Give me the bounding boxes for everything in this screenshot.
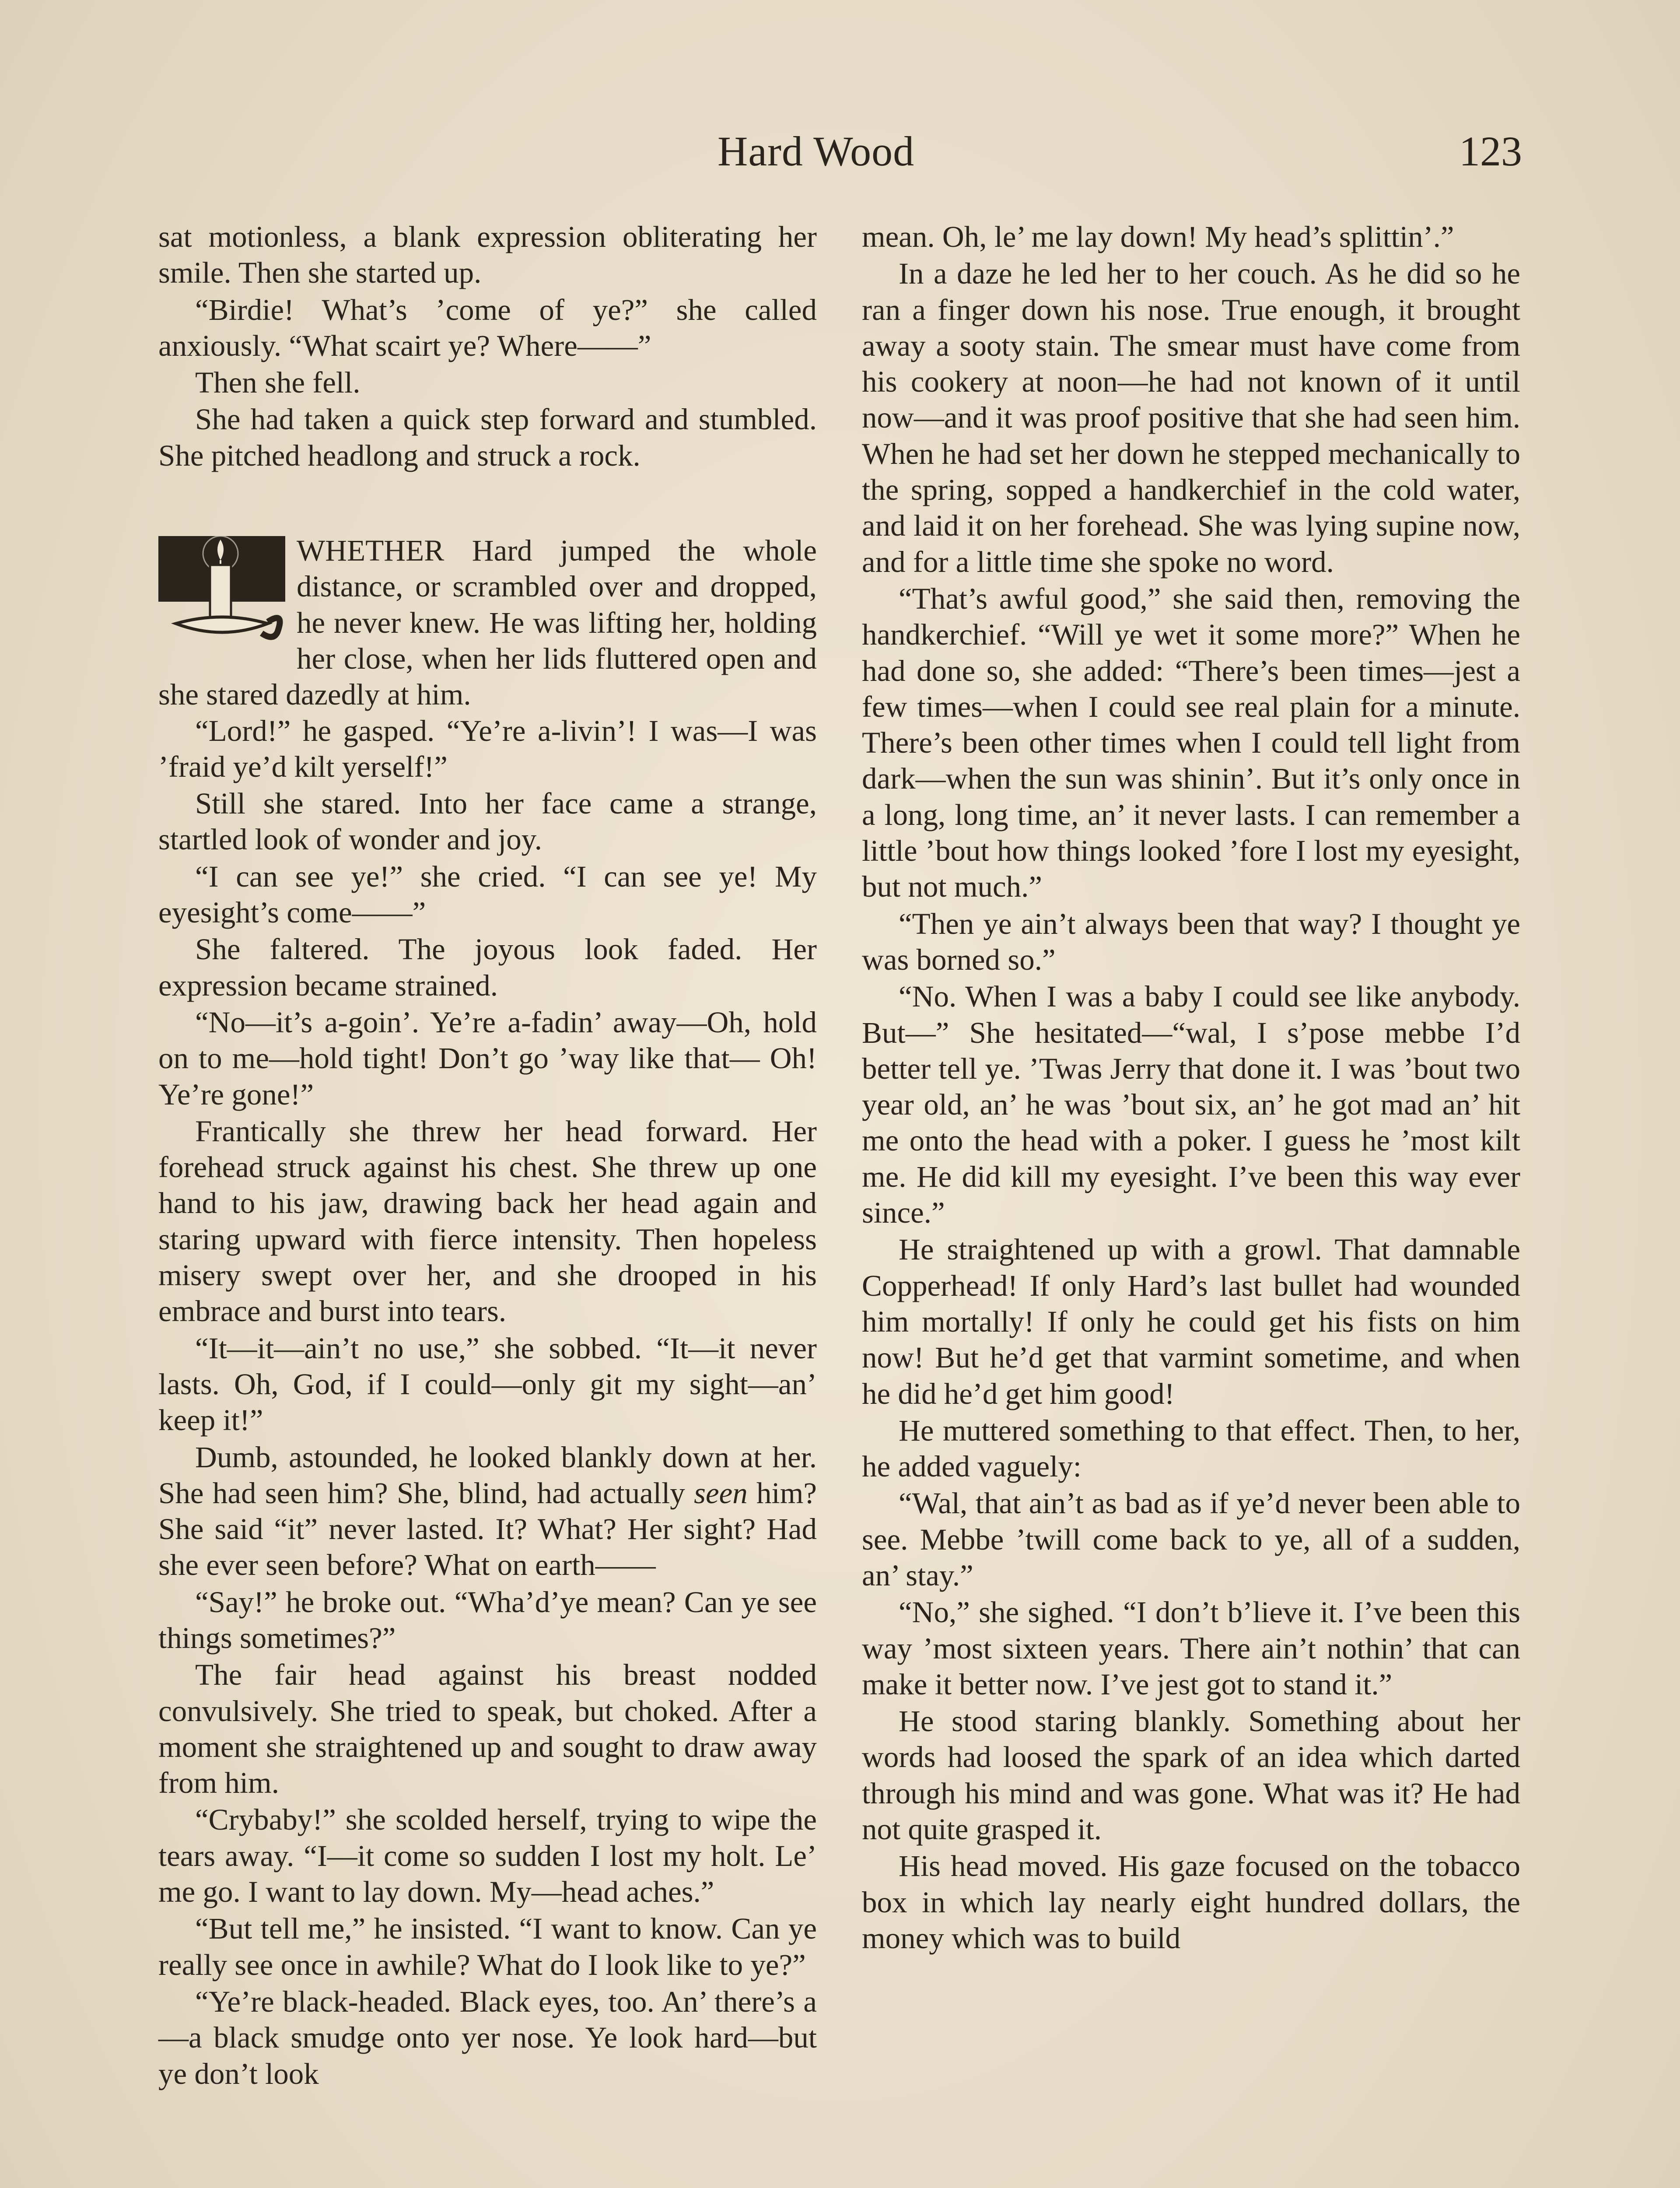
- running-title: Hard Wood: [718, 128, 915, 175]
- paragraph: He stood staring blankly. Something about her words had loosed the spark of an idea which darted through his mind and was gone. What was it? He had not quite grasped it.: [862, 1704, 1520, 1846]
- paragraph: “I can see ye!” she cried. “I can see ye! My eyesight’s come——”: [158, 859, 817, 929]
- page-number: 123: [1459, 128, 1522, 175]
- paragraph: “Birdie! What’s ’come of ye?” she called anxiously. “What scairt ye? Where——”: [158, 293, 817, 362]
- paragraph: “But tell me,” he insisted. “I want to know. Can ye really see once in awhile? What do I look like to ye?”: [158, 1912, 817, 1981]
- paragraph: Frantically she threw her head forward. Her forehead struck against his chest. She threw up one hand to his jaw, drawing back her head again and staring upward with fierce intensity. Then hopeless misery swept over her, and she drooped in his embrace and burst into tears.: [158, 1114, 817, 1328]
- section-opening-text: Hard jumped the whole distance, or scrambled over and dropped, he never knew. He was lifting her, holding her close, when her lids fluttered open and she stared dazedly at him.: [158, 534, 817, 712]
- paragraph: “No. When I was a baby I could see like anybody. But—” She hesitated—“wal, I s’pose mebbe I’d better tell ye. ’Twas Jerry that done it. I was ’bout two year old, an’ he was ’bout six, an’ he got mad an’ hit me onto the head with a poker. I guess he ’most kilt me. He did kill my eyesight. I’ve been this way ever since.”: [862, 980, 1520, 1230]
- paragraph: The fair head against his breast nodded convulsively. She tried to speak, but choked. After a moment she straightened up and sought to draw away from him.: [158, 1658, 817, 1800]
- emphasis-text: seen: [694, 1476, 748, 1510]
- paragraph: “It—it—ain’t no use,” she sobbed. “It—it never lasts. Oh, God, if I could—only git my sight—an’ keep it!”: [158, 1331, 817, 1437]
- paragraph: “Wal, that ain’t as bad as if ye’d never been able to see. Mebbe ’twill come back to ye, all of a sudden, an’ stay.”: [862, 1487, 1520, 1592]
- paragraph: “No,” she sighed. “I don’t b’lieve it. I’ve been this way ’most sixteen years. There ain’t nothin’ that can make it better now. I’ve jest got to stand it.”: [862, 1595, 1520, 1701]
- paragraph: “That’s awful good,” she said then, removing the handkerchief. “Will ye wet it some more?” When he had done so, she added: “There’s been times—jest a few times—when I could see real plain for a minute. There’s been other times when I could tell light from dark—when the sun was shinin’. But it’s only once in a long, long time, an’ it never lasts. I can remember a little ’bout how things looked ’fore I lost my eyesight, but not much.”: [862, 582, 1520, 904]
- paragraph: mean. Oh, le’ me lay down! My head’s splittin’.”: [862, 220, 1454, 253]
- paragraph: In a daze he led her to her couch. As he did so he ran a finger down his nose. True enough, it brought away a sooty stain. The smear must have come from his cookery at noon—he had not known of it until now—and it was proof positive that she had seen him. When he had set her down he stepped mechanically to the spring, sopped a handkerchief in the cold water, and laid it on her forehead. She was lying supine now, and for a little time she spoke no word.: [862, 257, 1520, 579]
- paragraph: He straightened up with a growl. That damnable Copperhead! If only Hard’s last bullet had wounded him mortally! If only he could get his fists on him now! But he’d get that varmint sometime, and when he did he’d get him good!: [862, 1233, 1520, 1410]
- paragraph: His head moved. His gaze focused on the tobacco box in which lay nearly eight hundred dollars, the money which was to build: [862, 1849, 1520, 1955]
- right-column: [862, 219, 1520, 1957]
- paragraph: “Crybaby!” she scolded herself, trying to wipe the tears away. “I—it come so sudden I lost my holt. Le’ me go. I want to lay down. My—head aches.”: [158, 1803, 817, 1909]
- paragraph: [158, 1439, 817, 1583]
- paragraph: “Ye’re black-headed. Black eyes, too. An’ there’s a—a black smudge onto yer nose. Ye look hard—but ye don’t look: [158, 1985, 817, 2090]
- paragraph: She had taken a quick step forward and stumbled. She pitched headlong and struck a rock.: [158, 403, 817, 472]
- paragraph: “No—it’s a-goin’. Ye’re a-fadin’ away—Oh, hold on to me—hold tight! Don’t go ’way like that— Oh! Ye’re gone!”: [158, 1005, 817, 1111]
- paragraph: “Then ye ain’t always been that way? I thought ye was borned so.”: [862, 907, 1520, 976]
- paragraph: Still she stared. Into her face came a strange, startled look of wonder and joy.: [158, 787, 817, 856]
- paragraph: “Lord!” he gasped. “Ye’re a-livin’! I was—I was ’fraid ye’d kilt yerself!”: [158, 714, 817, 783]
- text-run: Dumb, astounded, he looked blankly down at her. She had seen him? She, blind, had actually: [158, 1440, 817, 1510]
- paragraph: Then she fell.: [195, 366, 360, 400]
- paragraph: sat motionless, a blank expression obliterating her smile. Then she started up.: [158, 220, 817, 290]
- section-opening-paragraph: [158, 533, 817, 712]
- page-header: [0, 127, 1680, 179]
- left-column: [158, 219, 817, 2093]
- candle-icon: [158, 536, 285, 645]
- paragraph: He muttered something to that effect. Then, to her, he added vaguely:: [862, 1413, 1520, 1483]
- paragraph: “Say!” he broke out. “Wha’d’ye mean? Can ye see things sometimes?”: [158, 1585, 817, 1655]
- section-opening-word: WHETHER: [297, 534, 444, 568]
- paragraph: She faltered. The joyous look faded. Her expression became strained.: [158, 933, 817, 1002]
- text-run: him? She said “it” never lasted. It? What? Her sight? Had she ever seen before? What on earth——: [158, 1476, 817, 1582]
